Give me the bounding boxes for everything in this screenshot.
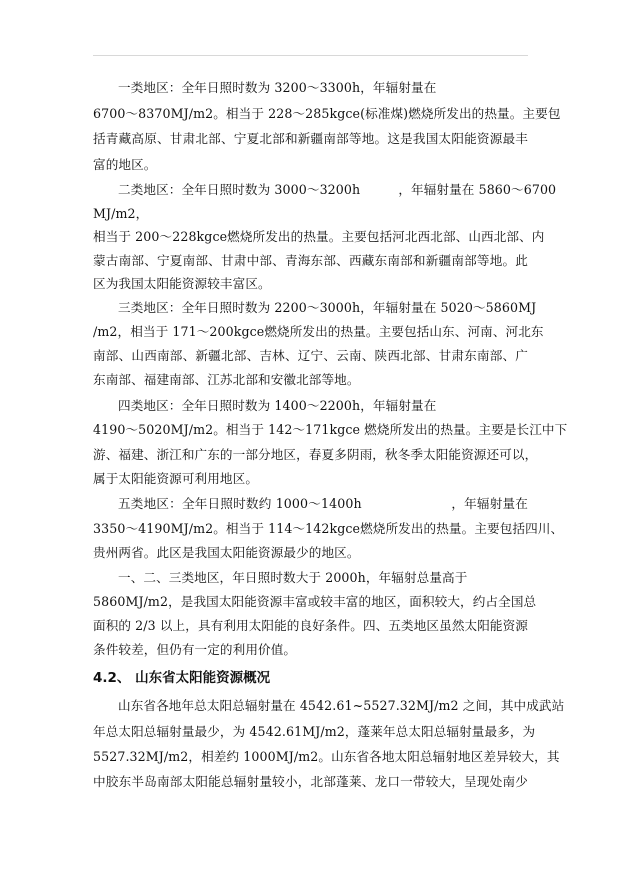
- zone1-line-1: 一类地区：全年日照时数为 3200～3300h，年辐射量在: [118, 80, 437, 95]
- summary-line-2: 5860MJ/m2，是我国太阳能资源丰富或较丰富的地区，面积较大，约占全国总: [93, 594, 537, 609]
- zone3-line-2: /m2，相当于 171～200kgce燃烧所发出的热量。主要包括山东、河南、河北东: [93, 324, 544, 339]
- section-line-3: 5527.32MJ/m2，相差约 1000MJ/m2。山东省各地太阳总辐射地区差异较大，其: [93, 749, 560, 764]
- section-line-1: 山东省各地年总太阳总辐射量在 4542.61~5527.32MJ/m2 之间，其中成武站: [118, 698, 565, 713]
- zone1-line-3: 括青藏高原、甘肃北部、宁夏北部和新疆南部等地。这是我国太阳能资源最丰: [93, 131, 528, 146]
- zone2-line-3: 相当于 200～228kgce燃烧所发出的热量。主要包括河北西北部、山西北部、内: [93, 229, 545, 244]
- zone1-line-4: 富的地区。: [93, 157, 157, 172]
- zone4-line-2: 4190～5020MJ/m2。相当于 142～171kgce 燃烧所发出的热量。主要是长江中下: [93, 422, 568, 437]
- zone2-line-4: 蒙古南部、宁夏南部、甘肃中部、青海东部、西藏东南部和新疆南部等地。此: [93, 253, 528, 268]
- section-line-4: 中胶东半岛南部太阳能总辐射量较小，北部蓬莱、龙口一带较大，呈现处南少: [93, 774, 528, 789]
- zone2-line-2: MJ/m2，: [93, 206, 149, 221]
- zone4-line-3: 游、福建、浙江和广东的一部分地区，春夏多阴雨，秋冬季太阳能资源还可以，: [93, 447, 538, 462]
- summary-line-1: 一、二、三类地区，年日照时数大于 2000h，年辐射总量高于: [118, 570, 468, 585]
- header-divider: [93, 55, 528, 56]
- zone5-line-2: 3350～4190MJ/m2。相当于 114～142kgce燃烧所发出的热量。主要包括四川、: [93, 521, 564, 536]
- zone3-line-4: 东南部、福建南部、江苏北部和安徽北部等地。: [93, 372, 360, 387]
- zone5-line-3: 贵州两省。此区是我国太阳能资源最少的地区。: [93, 545, 360, 560]
- zone2-line-5: 区为我国太阳能资源较丰富区。: [93, 276, 271, 291]
- zone1-line-2: 6700～8370MJ/m2。相当于 228～285kgce(标准煤)燃烧所发出的热量。主要包: [93, 106, 561, 121]
- zone3-line-1: 三类地区：全年日照时数为 2200～3000h，年辐射量在 5020～5860MJ: [118, 300, 537, 315]
- zone3-line-3: 南部、山西南部、新疆北部、吉林、辽宁、云南、陕西北部、甘肃东南部、广: [93, 348, 528, 363]
- section-heading: 4.2、 山东省太阳能资源概况: [93, 670, 271, 686]
- zone4-line-1: 四类地区：全年日照时数为 1400～2200h，年辐射量在: [118, 398, 437, 413]
- section-line-2: 年总太阳总辐射量最少，为 4542.61MJ/m2，蓬莱年总太阳总辐射量最多，为: [93, 724, 536, 739]
- summary-line-3: 面积的 2/3 以上，具有利用太阳能的良好条件。四、五类地区虽然太阳能资源: [93, 618, 528, 633]
- zone4-line-4: 属于太阳能资源可利用地区。: [93, 471, 259, 486]
- summary-line-4: 条件较差，但仍有一定的利用价值。: [93, 642, 297, 657]
- zone2-line-1: 二类地区：全年日照时数为 3000～3200h ，年辐射量在 5860～6700: [118, 182, 557, 197]
- zone5-line-1: 五类地区：全年日照时数约 1000～1400h ，年辐射量在: [118, 496, 528, 511]
